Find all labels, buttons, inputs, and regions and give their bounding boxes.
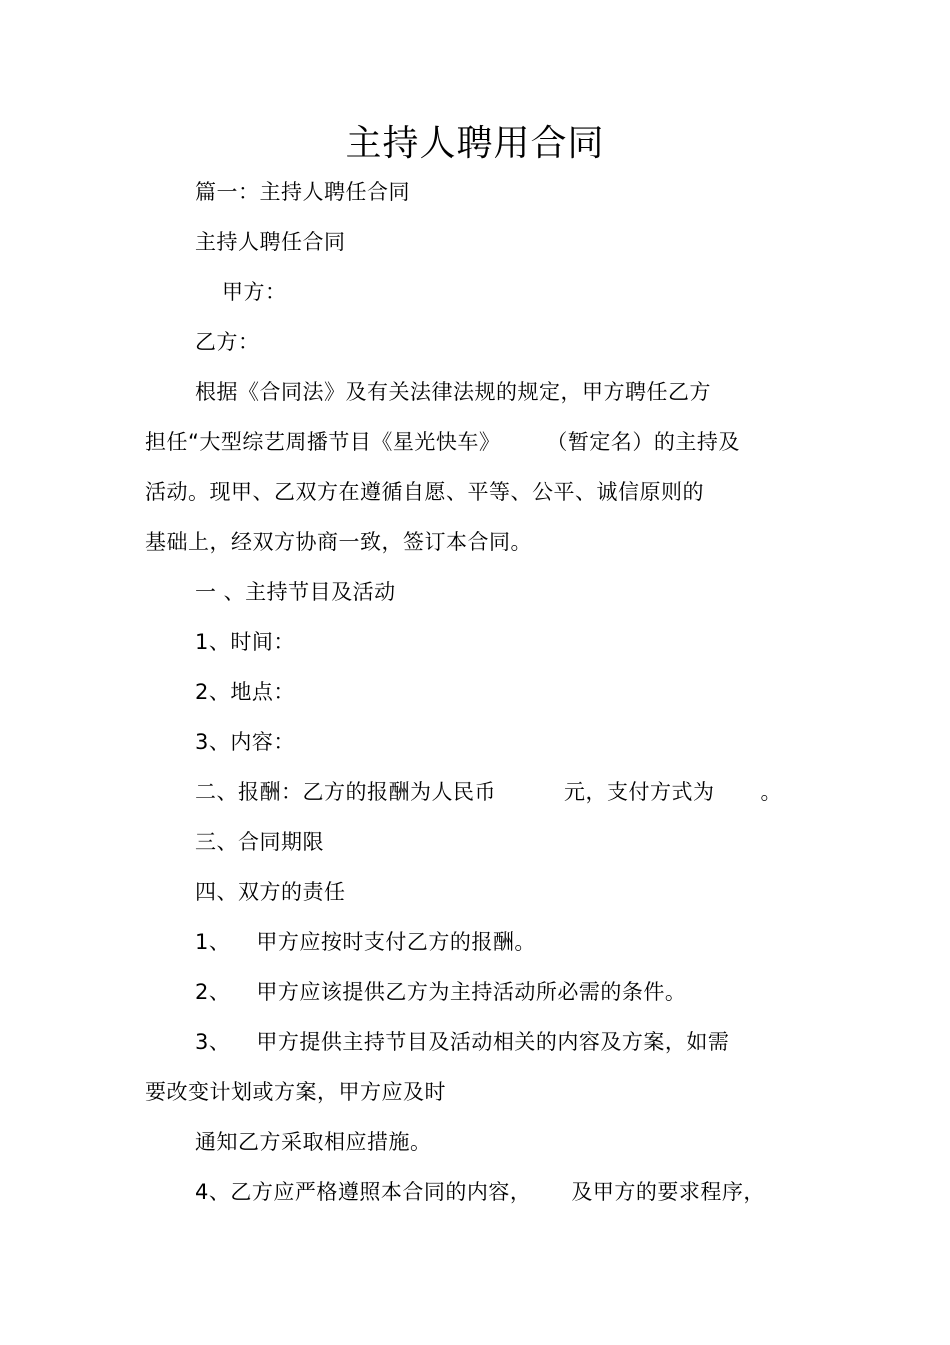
clause-item: 1、时间： [195,630,295,654]
paragraph-fragment: （暂定名）的主持及 [546,430,740,454]
party-b-label: 乙方： [195,330,260,354]
clause-text: 甲方应按时支付乙方的报酬。 [256,930,536,954]
paragraph-line: 基础上，经双方协商一致，签订本合同。 [145,530,532,554]
clause-heading: 四、双方的责任 [195,880,346,904]
clause-item [195,1027,729,1057]
clause-number: 2、 [195,980,231,1004]
clause-text: 4、乙方应严格遵照本合同的内容， [195,1180,532,1204]
paragraph-fragment: 担任“大型综艺周播节目《星光快车》 [145,430,501,454]
section-heading: 篇一：主持人聘任合同 [195,180,410,204]
clause-text: 甲方提供主持节目及活动相关的内容及方案，如需 [256,1030,730,1054]
clause-fragment: 。 [760,780,782,804]
clause-heading: 一 、主持节目及活动 [195,580,396,604]
paragraph-line [145,427,740,457]
clause-item [195,1177,765,1207]
clause-item [195,927,536,957]
clause-text: 甲方应该提供乙方为主持活动所必需的条件。 [256,980,687,1004]
clause-item: 3、内容： [195,730,295,754]
paragraph-line: 活动。现甲、乙双方在遵循自愿、平等、公平、诚信原则的 [145,480,704,504]
paragraph-line: 要改变计划或方案，甲方应及时 [145,1080,446,1104]
clause-item: 2、地点： [195,680,295,704]
clause-heading: 三、合同期限 [195,830,324,854]
clause-number: 1、 [195,930,231,954]
clause-item [195,977,686,1007]
document-title: 主持人聘用合同 [345,123,605,164]
contract-heading: 主持人聘任合同 [195,230,346,254]
clause-number: 3、 [195,1030,231,1054]
clause-fragment: 元，支付方式为 [564,780,715,804]
clause-text: 及甲方的要求程序， [571,1180,765,1204]
clause-heading [195,777,782,807]
clause-fragment: 二、报酬：乙方的报酬为人民币 [195,780,496,804]
paragraph-line: 根据《合同法》及有关法律法规的规定，甲方聘任乙方 [195,380,711,404]
paragraph-line: 通知乙方采取相应措施。 [195,1130,432,1154]
party-a-label: 甲方： [222,280,287,304]
